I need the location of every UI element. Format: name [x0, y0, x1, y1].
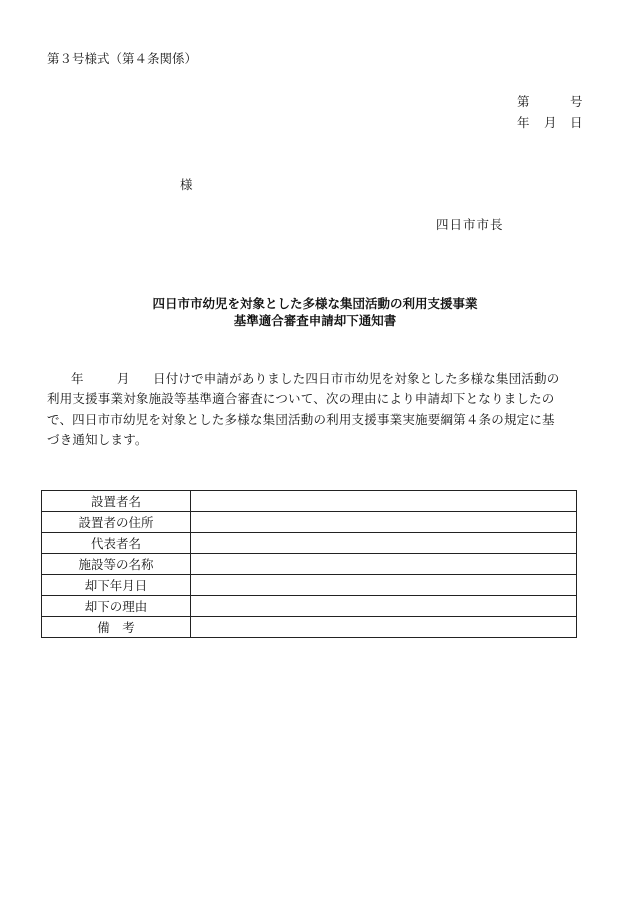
row-value[interactable]: [191, 617, 577, 638]
sender: 四日市市長: [436, 217, 504, 232]
info-table: [41, 490, 577, 638]
row-value[interactable]: [191, 512, 577, 533]
row-label: 施設等の名称: [42, 554, 191, 575]
body-year: 年: [71, 371, 84, 386]
form-number: 第３号様式（第４条関係）: [47, 51, 198, 66]
table-row: [42, 596, 577, 617]
table-row: [42, 554, 577, 575]
row-label: 備 考: [42, 617, 191, 638]
table-row: [42, 575, 577, 596]
table-row: [42, 533, 577, 554]
row-value[interactable]: [191, 575, 577, 596]
row-label: 却下年月日: [42, 575, 191, 596]
table-row: [42, 512, 577, 533]
row-label: 設置者の住所: [42, 512, 191, 533]
row-value[interactable]: [191, 491, 577, 512]
row-label: 却下の理由: [42, 596, 191, 617]
doc-number-prefix: 第: [517, 94, 530, 109]
body-month: 月: [117, 371, 130, 386]
body-line1-rest: 日付けで申請がありました四日市市幼児を対象とした多様な集団活動の: [153, 371, 560, 386]
row-label: 設置者名: [42, 491, 191, 512]
row-label: 代表者名: [42, 533, 191, 554]
row-value[interactable]: [191, 554, 577, 575]
doc-number-suffix: 号: [570, 94, 583, 109]
document-title-line1: 四日市市幼児を対象とした多様な集団活動の利用支援事業: [152, 296, 478, 311]
addressee-suffix: 様: [180, 177, 193, 192]
row-value[interactable]: [191, 533, 577, 554]
body-line2: 利用支援事業対象施設等基準適合審査について、次の理由により申請却下となりましたの: [47, 391, 555, 406]
row-value[interactable]: [191, 596, 577, 617]
body-line4: づき通知します。: [47, 432, 148, 447]
document-title-line2: 基準適合審査申請却下通知書: [233, 313, 397, 328]
date-month: 月: [544, 115, 557, 130]
body-line3: で、四日市市幼児を対象とした多様な集団活動の利用支援事業実施要綱第４条の規定に基: [47, 412, 555, 427]
table-row: [42, 617, 577, 638]
date-year: 年: [517, 115, 530, 130]
table-row: [42, 491, 577, 512]
date-day: 日: [570, 115, 583, 130]
